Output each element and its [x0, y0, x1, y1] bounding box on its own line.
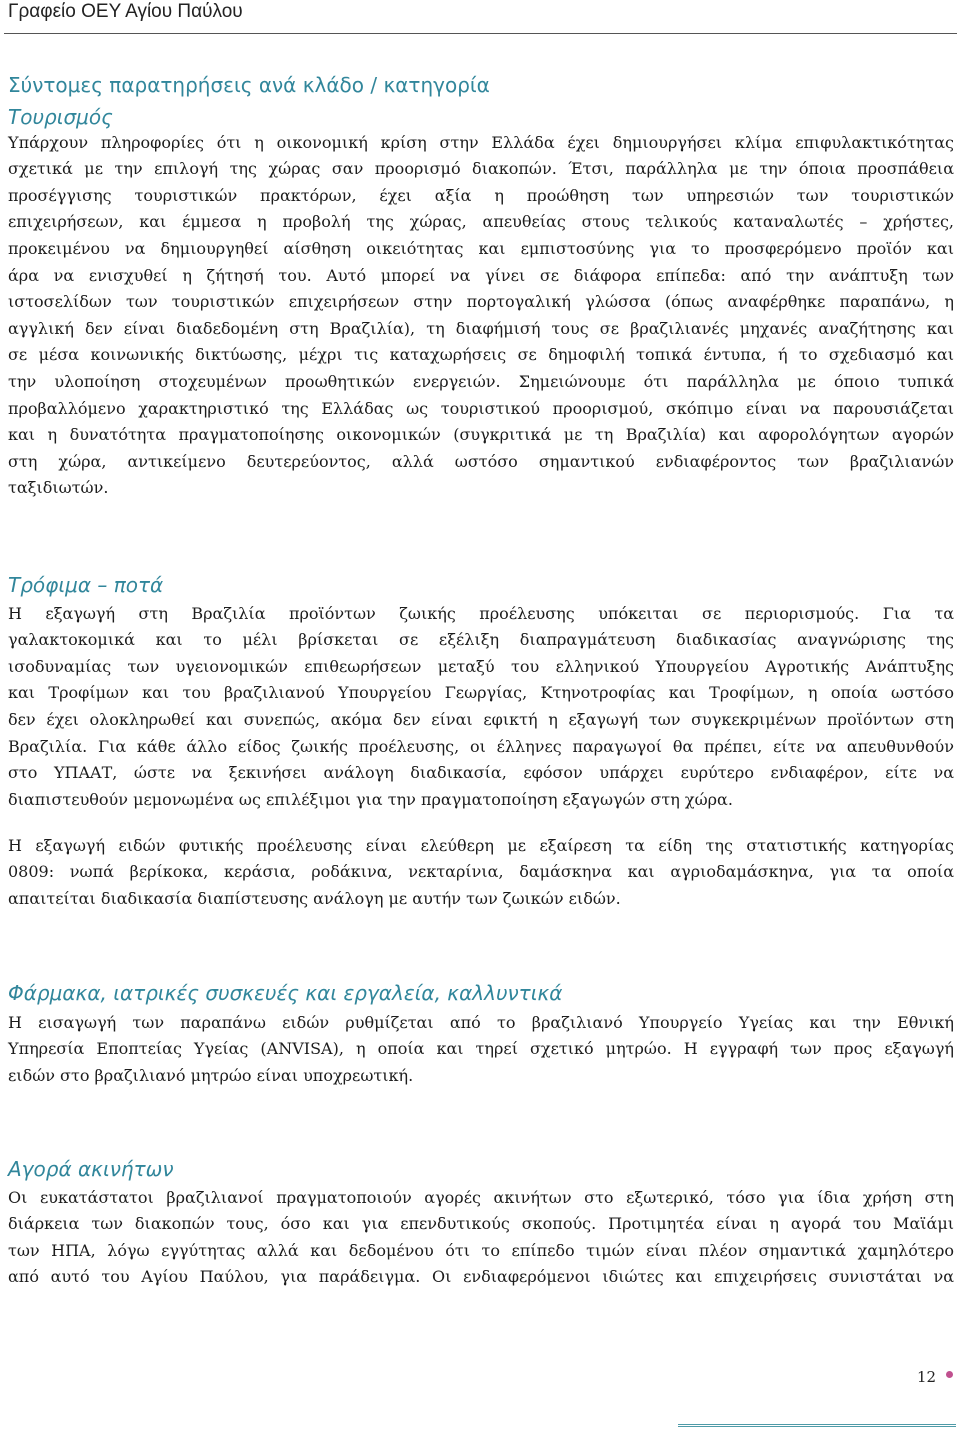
page-bullet-dot: [946, 1371, 953, 1378]
text-line: προσέγγισης τουριστικών πρακτόρων, έχει αξία η προώθηση των υπηρεσιών των τουριστικών: [8, 185, 954, 205]
text-line: Βραζιλία. Για κάθε άλλο είδος ζωικής προέλευσης, οι έλληνες παραγωγοί θα πρέπει, είτε να απευθυνθούν: [8, 736, 954, 756]
text-line: από αυτό του Αγίου Παύλου, για παράδειγμα. Οι ενδιαφερόμενοι ιδιώτες και επιχειρήσεις συνιστάται να: [8, 1267, 954, 1287]
running-header-title: Γραφείο ΟΕΥ Αγίου Παύλου: [8, 1, 243, 22]
paragraph: [8, 601, 954, 814]
text-line: 0809: νωπά βερίκοκα, κεράσια, ροδάκινα, νεκταρίνια, δαμάσκηνα και αγριοδαμάσκηνα, για τα οποία: [8, 862, 954, 882]
text-line: Η εξαγωγή ειδών φυτικής προέλευσης είναι ελεύθερη με εξαίρεση τα είδη της στατιστικής κατηγορίας: [8, 835, 954, 855]
text-line: Η εξαγωγή στη Βραζιλία προϊόντων ζωικής προέλευσης υπόκειται σε περιορισμούς. Για τα: [8, 603, 954, 623]
section-heading: Τρόφιμα – ποτά: [8, 573, 164, 597]
text-line: άρα να ενισχυθεί η ζήτησή του. Αυτό μπορεί να γίνει σε διάφορα επίπεδα: από την ανάπτυξη των: [8, 265, 954, 285]
text-line: ειδών στο βραζιλιανό μητρώο είναι υποχρεωτική.: [8, 1065, 414, 1085]
text-line: ισοδυναμίας των υγειονομικών επιθεωρήσεων μεταξύ του ελληνικού Υπουργείου Αγροτικής Ανάπτυξης: [8, 656, 954, 676]
section-heading: Φάρμακα, ιατρικές συσκευές και εργαλεία, καλλυντικά: [8, 981, 563, 1005]
text-line: και η δυνατότητα πραγματοποίησης οικονομικών (συγκριτικά με τη Βραζιλία) και αφορολόγητων αγορών: [8, 425, 954, 445]
section-heading: Τουρισμός: [8, 105, 113, 129]
page-title: Σύντομες παρατηρήσεις ανά κλάδο / κατηγορία: [8, 73, 490, 97]
text-line: Υπηρεσία Εποπτείας Υγείας (ANVISA), η οποία και τηρεί σχετικό μητρώο. Η εγγραφή των προς εξαγωγή: [8, 1039, 954, 1059]
text-line: στη χώρα, αντικείμενο δευτερεύοντος, αλλά ωστόσο σημαντικού ενδιαφέροντος των βραζιλιανών: [8, 451, 954, 471]
text-line: και Τροφίμων και του βραζιλιανού Υπουργείου Γεωργίας, Κτηνοτροφίας και Τροφίμων, η οποία ωστόσο: [8, 683, 954, 703]
text-line: γαλακτοκομικά και το μέλι βρίσκεται σε εξέλιξη διαπραγμάτευση διαδικασίας αναγνώρισης της: [8, 630, 954, 650]
text-line: Οι ευκατάστατοι βραζιλιανοί πραγματοποιούν αγορές ακινήτων στο εξωτερικό, τόσο για ίδια χρήση στη: [8, 1187, 954, 1207]
text-line: σχετικά με την επιλογή της χώρας σαν προορισμό διακοπών. Έτσι, παράλληλα με την όποια προσπάθεια: [8, 159, 954, 179]
text-line: στο ΥΠΑΑΤ, ώστε να ξεκινήσει ανάλογη διαδικασία, εφόσον υπάρχει ευρύτερο ενδιαφέρον, είτε να: [8, 763, 954, 783]
text-line: προβαλλόμενο χαρακτηριστικό της Ελλάδας ως τουριστικού προορισμού, σκόπιμο είναι να παρουσιάζεται: [8, 398, 954, 418]
text-line: διαπιστευθούν μεμονωμένα ως επιλέξιμοι για την πραγματοποίηση εξαγωγών στη χώρα.: [8, 789, 733, 809]
text-line: Υπάρχουν πληροφορίες ότι η οικονομική κρίση στην Ελλάδα έχει δημιουργήσει κλίμα επιφυλακτικότητας: [8, 132, 954, 152]
text-line: ιστοσελίδων των τουριστικών επιχειρήσεων στην πορτογαλική γλώσσα (όπως αναφέρθηκε παραπάνω, η: [8, 292, 954, 312]
text-line: των ΗΠΑ, λόγω εγγύτητας αλλά και δεδομένου ότι το επίπεδο τιμών είναι πλέον σημαντικά χαμηλότερο: [8, 1240, 954, 1260]
text-line: προκειμένου να δημιουργηθεί αίσθηση οικειότητας και εμπιστοσύνης για το προσφερόμενο προϊόν και: [8, 239, 954, 259]
text-line: αγγλική δεν είναι διαδεδομένη στη Βραζιλία), τη διαφήμισή τους σε βραζιλιανές μηχανές αναζήτησης και: [8, 318, 954, 338]
text-line: διάρκεια των διακοπών τους, όσο και για επενδυτικούς σκοπούς. Προτιμητέα είναι η αγορά του Μαϊάμι: [8, 1214, 954, 1234]
text-line: Η εισαγωγή των παραπάνω ειδών ρυθμίζεται από το βραζιλιανό Υπουργείο Υγείας και την Εθνική: [8, 1012, 954, 1032]
text-line: απαιτείται διαδικασία διαπίστευσης ανάλογη με αυτήν των ζωικών ειδών.: [8, 888, 621, 908]
text-line: ταξιδιωτών.: [8, 478, 109, 498]
paragraph: [8, 833, 954, 913]
text-line: σε μέσα κοινωνικής δικτύωσης, μέχρι τις καταχωρήσεις σε δημοφιλή τοπικά έντυπα, ή το σχεδιασμό και: [8, 345, 954, 365]
paragraph: [8, 1010, 954, 1090]
paragraph: [8, 130, 954, 502]
text-line: την υλοποίηση στοχευμένων προωθητικών ενεργειών. Σημειώνουμε ότι παράλληλα με όποιο τυπικά: [8, 372, 954, 392]
footer-divider: [678, 1424, 956, 1427]
section-heading: Αγορά ακινήτων: [8, 1157, 174, 1181]
text-line: δεν έχει ολοκληρωθεί και συνεπώς, ακόμα δεν είναι εφικτή η εξαγωγή των συγκεκριμένων προϊόντων στη: [8, 710, 954, 730]
text-line: επιχειρήσεων, και έμμεσα η προβολή της χώρας, απευθείας στους τελικούς καταναλωτές – χρήστες,: [8, 212, 954, 232]
paragraph: [8, 1185, 954, 1291]
page-number: 12: [917, 1368, 937, 1386]
header-divider: [4, 33, 957, 34]
